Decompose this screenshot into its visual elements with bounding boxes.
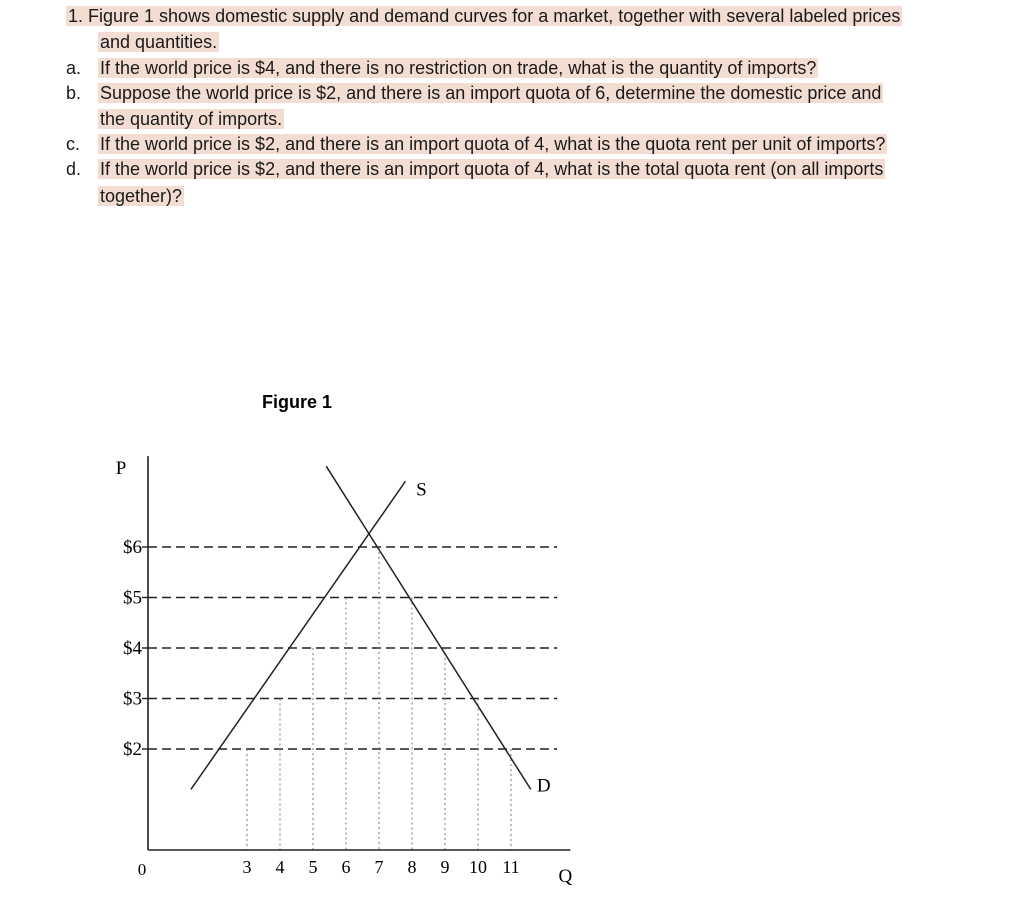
axes bbox=[148, 456, 570, 850]
question-a-text: If the world price is $4, and there is no restriction on trade, what is the quantity of imports? bbox=[100, 58, 817, 78]
curve-s bbox=[191, 481, 406, 789]
curves bbox=[191, 466, 531, 789]
chart-title: Figure 1 bbox=[261, 392, 333, 412]
x-tick-label-7: 7 bbox=[374, 857, 384, 877]
y-tick-label-4: $4 bbox=[123, 638, 142, 659]
x-tick-label-11: 11 bbox=[502, 857, 520, 877]
question-b-text-line-2: the quantity of imports. bbox=[100, 109, 283, 129]
question-c-marker: c. bbox=[66, 134, 81, 154]
curve-d bbox=[326, 466, 531, 789]
x-tick-label-9: 9 bbox=[440, 857, 450, 877]
question-d-text-line-1: If the world price is $2, and there is an import quota of 4, what is the total quota rent (on all imports bbox=[100, 159, 884, 179]
curve-label-s: S bbox=[416, 479, 427, 501]
x-tick-label-5: 5 bbox=[308, 857, 318, 877]
x-axis-label: Q bbox=[558, 866, 573, 887]
origin-label: 0 bbox=[137, 860, 147, 879]
y-tick-label-3: $3 bbox=[123, 688, 142, 710]
question-c-text: If the world price is $2, and there is an import quota of 4, what is the quota rent per unit of imports? bbox=[100, 134, 886, 154]
x-tick-label-3: 3 bbox=[242, 857, 252, 877]
question-a-marker: a. bbox=[66, 58, 82, 78]
question-b-marker: b. bbox=[66, 83, 82, 103]
question-intro-line-2: and quantities. bbox=[100, 32, 218, 52]
y-tick-label-2: $2 bbox=[123, 739, 142, 760]
axis-labels bbox=[116, 458, 573, 887]
x-tick-label-6: 6 bbox=[341, 857, 351, 877]
curve-label-d: D bbox=[536, 775, 551, 797]
x-tick-label-4: 4 bbox=[275, 857, 285, 877]
x-tick-label-10: 10 bbox=[469, 857, 487, 877]
y-tick-label-6: $6 bbox=[123, 537, 142, 558]
question-b-text-line-1: Suppose the world price is $2, and there is an import quota of 6, determine the domestic price and bbox=[100, 83, 882, 103]
question-d-text-line-2: together)? bbox=[100, 186, 183, 206]
question-intro-line-1: 1. Figure 1 shows domestic supply and demand curves for a market, together with several labeled prices bbox=[68, 6, 901, 26]
x-tick-label-8: 8 bbox=[407, 857, 417, 877]
y-axis-label: P bbox=[115, 458, 127, 480]
y-tick-label-5: $5 bbox=[123, 587, 142, 609]
question-d-marker: d. bbox=[66, 159, 82, 179]
guide-lines bbox=[142, 547, 557, 850]
